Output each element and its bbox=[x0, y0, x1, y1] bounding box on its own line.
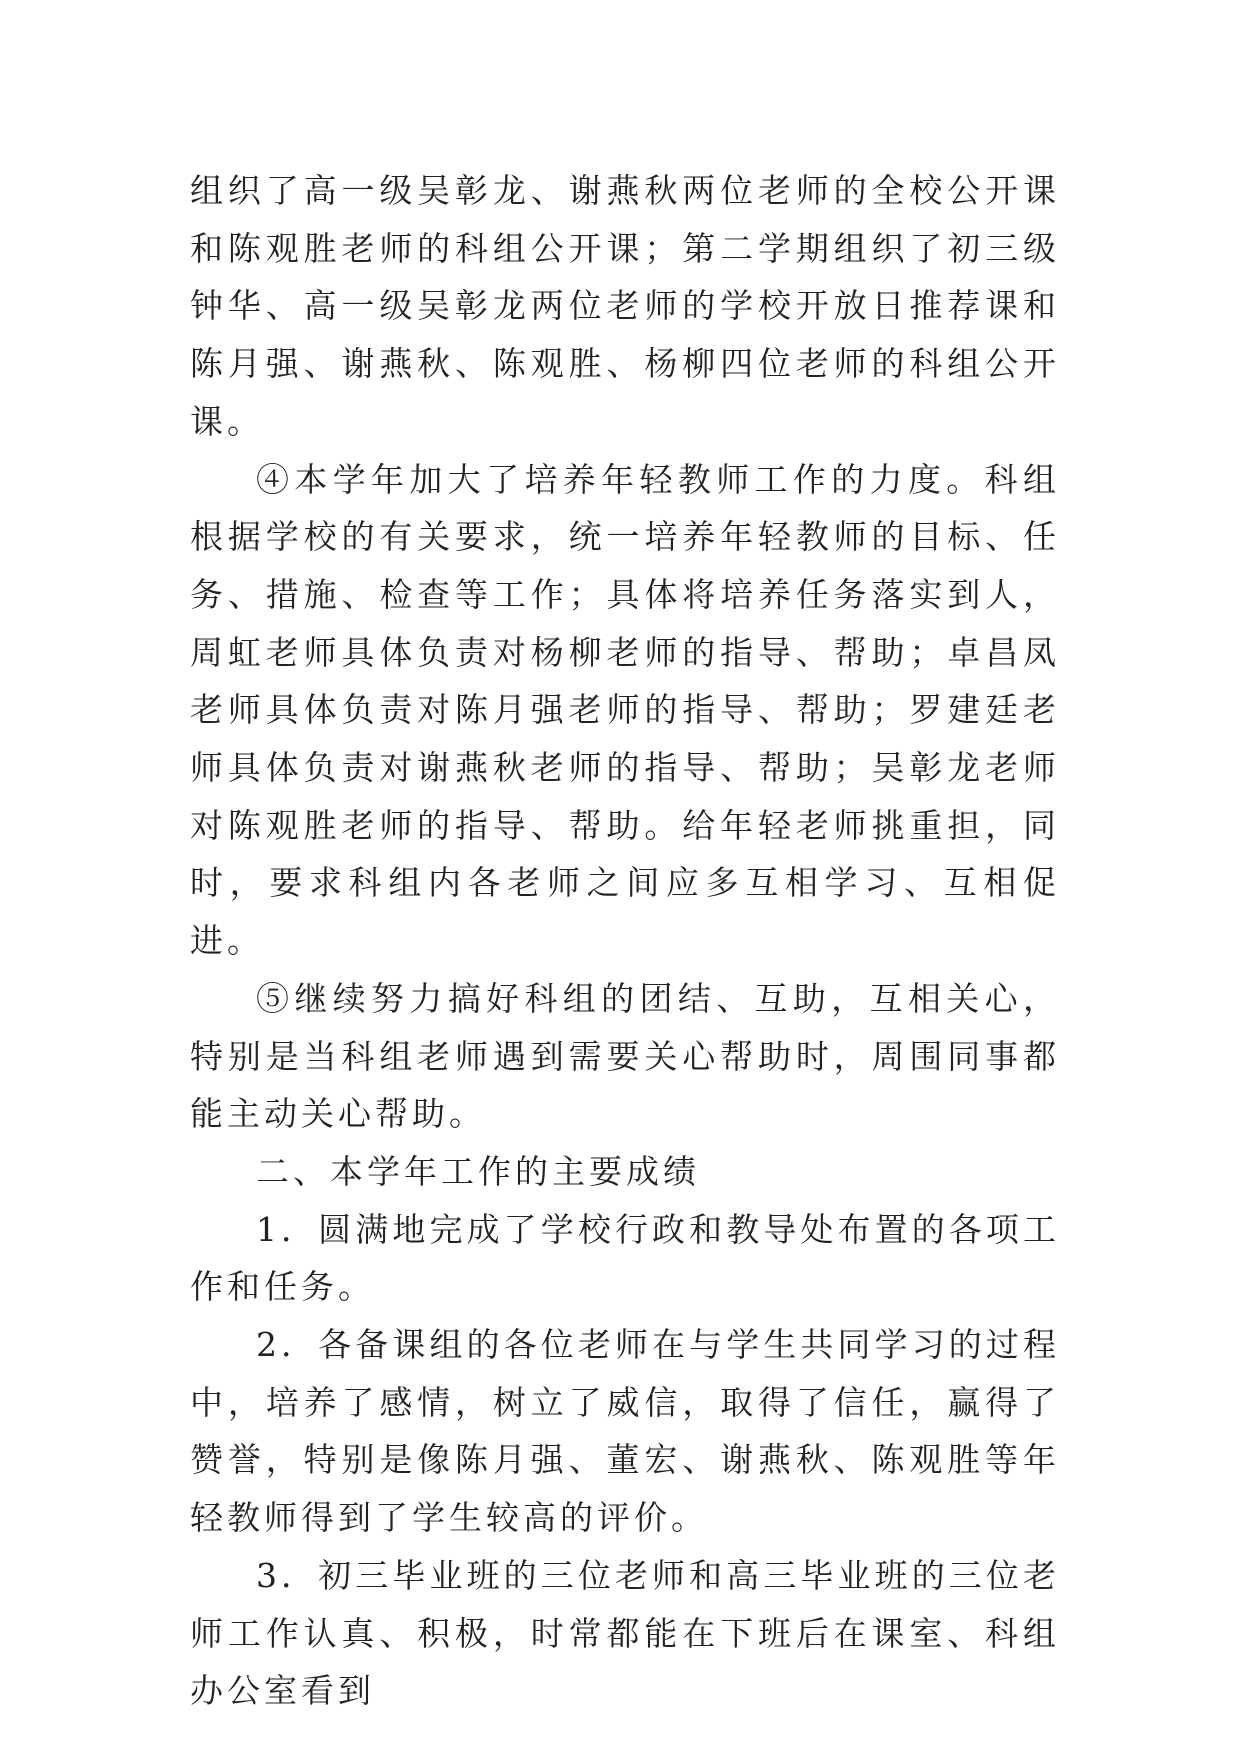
document-body bbox=[190, 162, 1060, 1720]
paragraph-team-unity: ⑤继续努力搞好科组的团结、互助，互相关心，特别是当科组老师遇到需要关心帮助时，周围同事都能主动关心帮助。 bbox=[190, 978, 1060, 1134]
paragraph-achievement-2: 2．各备课组的各位老师在与学生共同学习的过程中，培养了感情，树立了威信，取得了信任，赢得了赞誉，特别是像陈月强、董宏、谢燕秋、陈观胜等年轻教师得到了学生较高的评价。 bbox=[190, 1325, 1060, 1538]
paragraph-young-teacher-training: ④本学年加大了培养年轻教师工作的力度。科组根据学校的有关要求，统一培养年轻教师的目标、任务、措施、检查等工作；具体将培养任务落实到人，周虹老师具体负责对杨柳老师的指导、帮助；卓昌凤老师具体负责对陈月强老师的指导、帮助；罗建廷老师具体负责对谢燕秋老师的指导、帮助；吴彰龙老师对陈观胜老师的指导、帮助。给年轻老师挑重担，同时，要求科组内各老师之间应多互相学习、互相促进。 bbox=[190, 459, 1060, 961]
section-heading-achievements: 二、本学年工作的主要成绩 bbox=[256, 1151, 700, 1191]
paragraph-achievement-1: 1．圆满地完成了学校行政和教导处布置的各项工作和任务。 bbox=[190, 1209, 1060, 1307]
paragraph-achievement-3: 3．初三毕业班的三位老师和高三毕业班的三位老师工作认真、积极，时常都能在下班后在课室、科组办公室看到 bbox=[190, 1555, 1060, 1711]
paragraph-continued-open-classes: 组织了高一级吴彰龙、谢燕秋两位老师的全校公开课和陈观胜老师的科组公开课；第二学期组织了初三级钟华、高一级吴彰龙两位老师的学校开放日推荐课和陈月强、谢燕秋、陈观胜、杨柳四位老师的科组公开课。 bbox=[190, 171, 1060, 441]
